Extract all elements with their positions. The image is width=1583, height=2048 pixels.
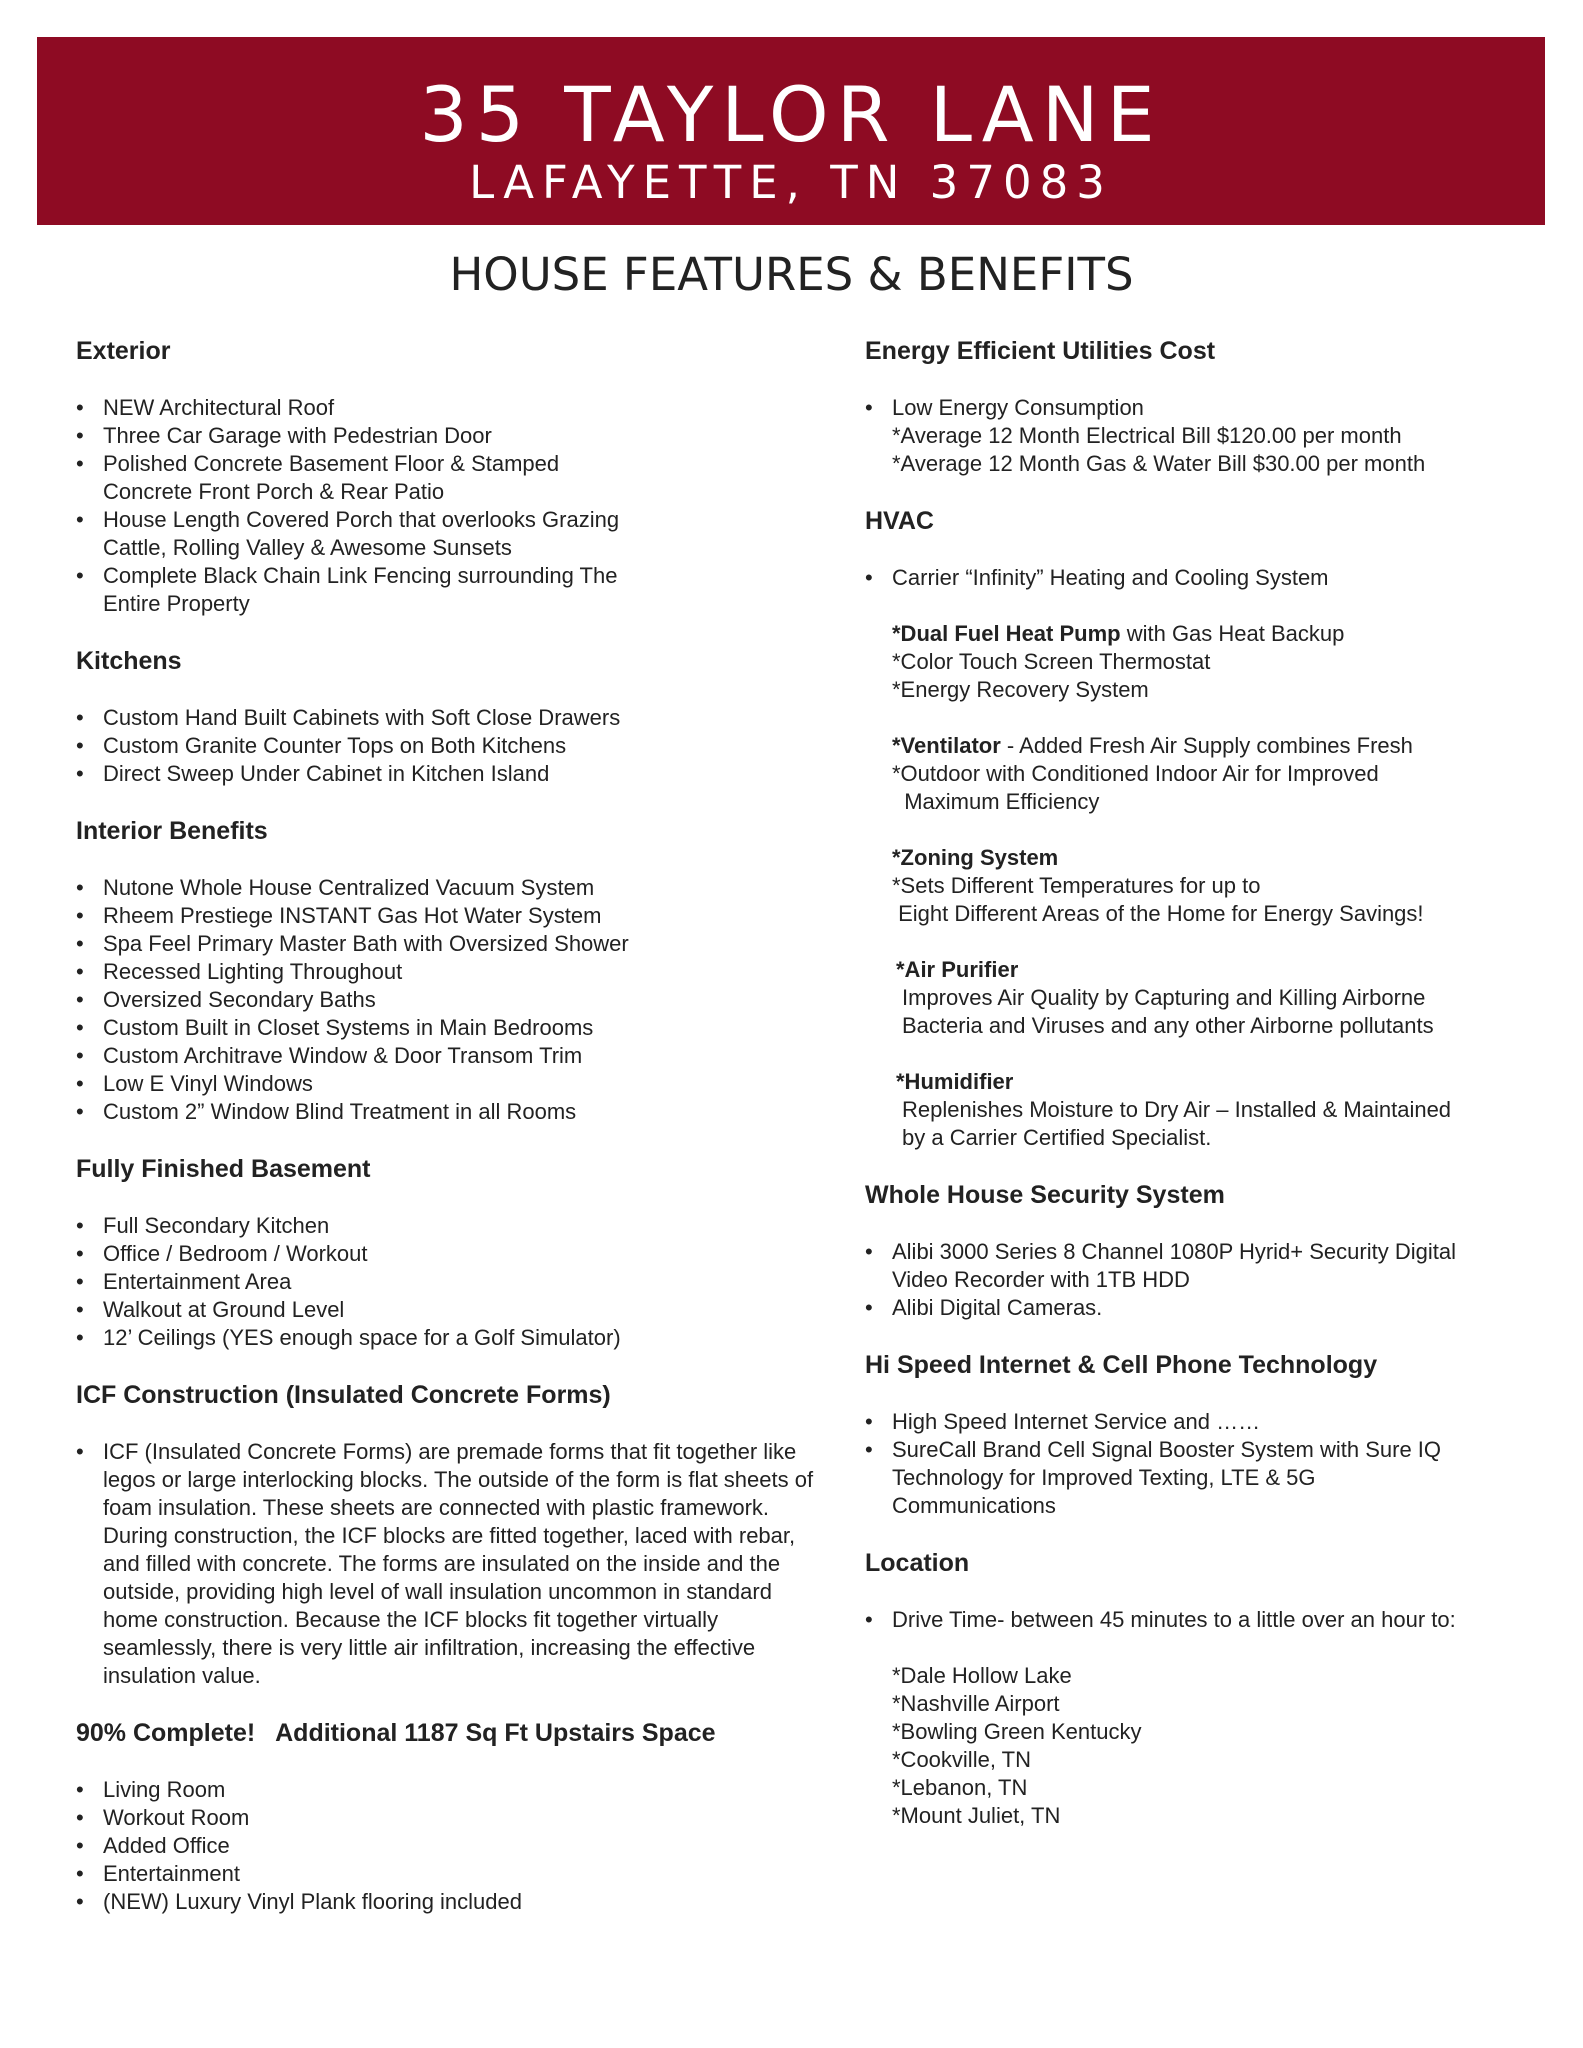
section-title-interior: Interior Benefits <box>76 817 268 845</box>
internet-list <box>865 1408 1505 1520</box>
list-item: • Added Office <box>76 1832 806 1860</box>
list-item: • SureCall Brand Cell Signal Booster System with Sure IQ Technology for Improved Texting, LTE & 5G Communications <box>865 1436 1452 1520</box>
section-title-energy: Energy Efficient Utilities Cost <box>865 337 1216 365</box>
security-list <box>865 1238 1505 1322</box>
list-item: • Recessed Lighting Throughout <box>76 958 806 986</box>
list-item: • Walkout at Ground Level <box>76 1296 806 1324</box>
list-item: • Oversized Secondary Baths <box>76 986 806 1014</box>
property-city: LAFAYETTE, TN 37083 <box>469 156 1113 209</box>
list-item: • Office / Bedroom / Workout <box>76 1240 806 1268</box>
gas-water-bill-note: *Average 12 Month Gas & Water Bill $30.00 per month <box>892 451 1426 476</box>
list-item: • Alibi Digital Cameras. <box>865 1294 1505 1322</box>
section-title-basement: Fully Finished Basement <box>76 1155 371 1183</box>
list-item: • Three Car Garage with Pedestrian Door <box>76 422 806 450</box>
property-address: 35 TAYLOR LANE <box>419 70 1163 159</box>
section-title-kitchens: Kitchens <box>76 647 182 675</box>
list-item: • Low E Vinyl Windows <box>76 1070 806 1098</box>
section-title-location: Location <box>865 1549 970 1577</box>
ventilator <box>865 732 1505 760</box>
dual-fuel-text: with Gas Heat Backup <box>1120 621 1345 646</box>
zoning-system <box>865 844 1505 872</box>
list-item: • House Length Covered Porch that overlooks Grazing Cattle, Rolling Valley & Awesome Sunsets <box>76 506 663 562</box>
list-item: • Spa Feel Primary Master Bath with Oversized Shower <box>76 930 806 958</box>
page-title: HOUSE FEATURES & BENEFITS <box>449 248 1134 301</box>
list-item: • 12’ Ceilings (YES enough space for a Golf Simulator) <box>76 1324 806 1352</box>
list-item: • Complete Black Chain Link Fencing surrounding The Entire Property <box>76 562 643 618</box>
list-item: • Drive Time- between 45 minutes to a little over an hour to: <box>865 1606 1505 1634</box>
basement-list <box>76 1212 806 1352</box>
list-item: • Polished Concrete Basement Floor & Stamped Concrete Front Porch & Rear Patio <box>76 450 643 506</box>
list-item: • Custom Granite Counter Tops on Both Kitchens <box>76 732 806 760</box>
list-item: • Living Room <box>76 1776 806 1804</box>
list-item: • Custom 2” Window Blind Treatment in all Rooms <box>76 1098 806 1126</box>
list-item: • Entertainment Area <box>76 1268 806 1296</box>
section-title-security: Whole House Security System <box>865 1181 1225 1209</box>
humidifier-line: by a Carrier Certified Specialist. <box>902 1125 1212 1150</box>
electrical-bill-note: *Average 12 Month Electrical Bill $120.00 per month <box>892 423 1402 448</box>
upstairs-list <box>76 1776 806 1916</box>
list-item: • Custom Built in Closet Systems in Main Bedrooms <box>76 1014 806 1042</box>
list-item: • High Speed Internet Service and …… <box>865 1408 1505 1436</box>
section-title-hvac: HVAC <box>865 507 934 535</box>
section-title-exterior: Exterior <box>76 337 171 365</box>
list-item: • Carrier “Infinity” Heating and Cooling System <box>865 564 1505 592</box>
location-place: *Cookville, TN <box>892 1747 1031 1772</box>
exterior-list <box>76 394 806 618</box>
list-item: • Workout Room <box>76 1804 806 1832</box>
list-item: • (NEW) Luxury Vinyl Plank flooring included <box>76 1888 806 1916</box>
section-title-upstairs: 90% Complete! Additional 1187 Sq Ft Upstairs Space <box>76 1719 716 1747</box>
location-place: *Lebanon, TN <box>892 1775 1028 1800</box>
humidifier <box>865 1068 1505 1096</box>
zoning-label: *Zoning System <box>892 845 1059 870</box>
location-place: *Bowling Green Kentucky <box>892 1719 1142 1744</box>
location-place: *Nashville Airport <box>892 1691 1060 1716</box>
location-list <box>865 1606 1505 1634</box>
ventilator-text: - Added Fresh Air Supply combines Fresh <box>1000 733 1413 758</box>
hvac-list <box>865 564 1505 592</box>
thermostat-line: *Color Touch Screen Thermostat <box>892 649 1211 674</box>
icf-list <box>76 1438 814 1690</box>
dual-fuel-heat-pump <box>865 620 1505 648</box>
list-item: • Rheem Prestiege INSTANT Gas Hot Water System <box>76 902 806 930</box>
list-item: • Full Secondary Kitchen <box>76 1212 806 1240</box>
location-place: *Dale Hollow Lake <box>892 1663 1072 1688</box>
humidifier-line: Replenishes Moisture to Dry Air – Installed & Maintained <box>902 1097 1452 1122</box>
list-item: • Nutone Whole House Centralized Vacuum System <box>76 874 806 902</box>
location-place: *Mount Juliet, TN <box>892 1803 1061 1828</box>
list-item: • ICF (Insulated Concrete Forms) are premade forms that fit together like legos or large interlocking blocks. The outside of the form is flat sheets of foam insulation. These sheets are connected with plastic framework. During construction, the ICF blocks are fitted together, laced with rebar, and filled with concrete. The forms are insulated on the inside and the outside, providing high level of wall insulation uncommon in standard home construction. Because the ICF blocks fit together virtually seamlessly, there is very little air infiltration, increasing the effective insulation value. <box>76 1438 823 1690</box>
ventilator-line: *Outdoor with Conditioned Indoor Air for Improved <box>892 761 1379 786</box>
list-item: • Entertainment <box>76 1860 806 1888</box>
air-purifier-line: Bacteria and Viruses and any other Airborne pollutants <box>902 1013 1434 1038</box>
zoning-line: *Sets Different Temperatures for up to <box>892 873 1261 898</box>
kitchens-list <box>76 704 806 788</box>
air-purifier-line: Improves Air Quality by Capturing and Killing Airborne <box>902 985 1426 1010</box>
energy-recovery-line: *Energy Recovery System <box>892 677 1149 702</box>
list-item: • NEW Architectural Roof <box>76 394 806 422</box>
ventilator-label: *Ventilator <box>892 733 1001 758</box>
dual-fuel-label: *Dual Fuel Heat Pump <box>892 621 1121 646</box>
zoning-line: Eight Different Areas of the Home for Energy Savings! <box>892 901 1424 926</box>
interior-list <box>76 874 806 1126</box>
left-column <box>76 334 814 1942</box>
header-banner <box>37 37 1545 225</box>
section-title-internet: Hi Speed Internet & Cell Phone Technology <box>865 1351 1378 1379</box>
humidifier-label: *Humidifier <box>896 1069 1014 1094</box>
list-item: • Custom Hand Built Cabinets with Soft Close Drawers <box>76 704 806 732</box>
air-purifier <box>865 956 1505 984</box>
list-item: • Alibi 3000 Series 8 Channel 1080P Hyrid+ Security Digital Video Recorder with 1TB HDD <box>865 1238 1512 1294</box>
ventilator-line: Maximum Efficiency <box>892 789 1100 814</box>
list-item: • Custom Architrave Window & Door Transom Trim <box>76 1042 806 1070</box>
right-column <box>865 334 1505 1830</box>
list-item: • Direct Sweep Under Cabinet in Kitchen Island <box>76 760 806 788</box>
list-item: • Low Energy Consumption <box>865 394 1505 422</box>
energy-list <box>865 394 1505 422</box>
air-purifier-label: *Air Purifier <box>896 957 1019 982</box>
section-title-icf: ICF Construction (Insulated Concrete Forms) <box>76 1381 611 1409</box>
